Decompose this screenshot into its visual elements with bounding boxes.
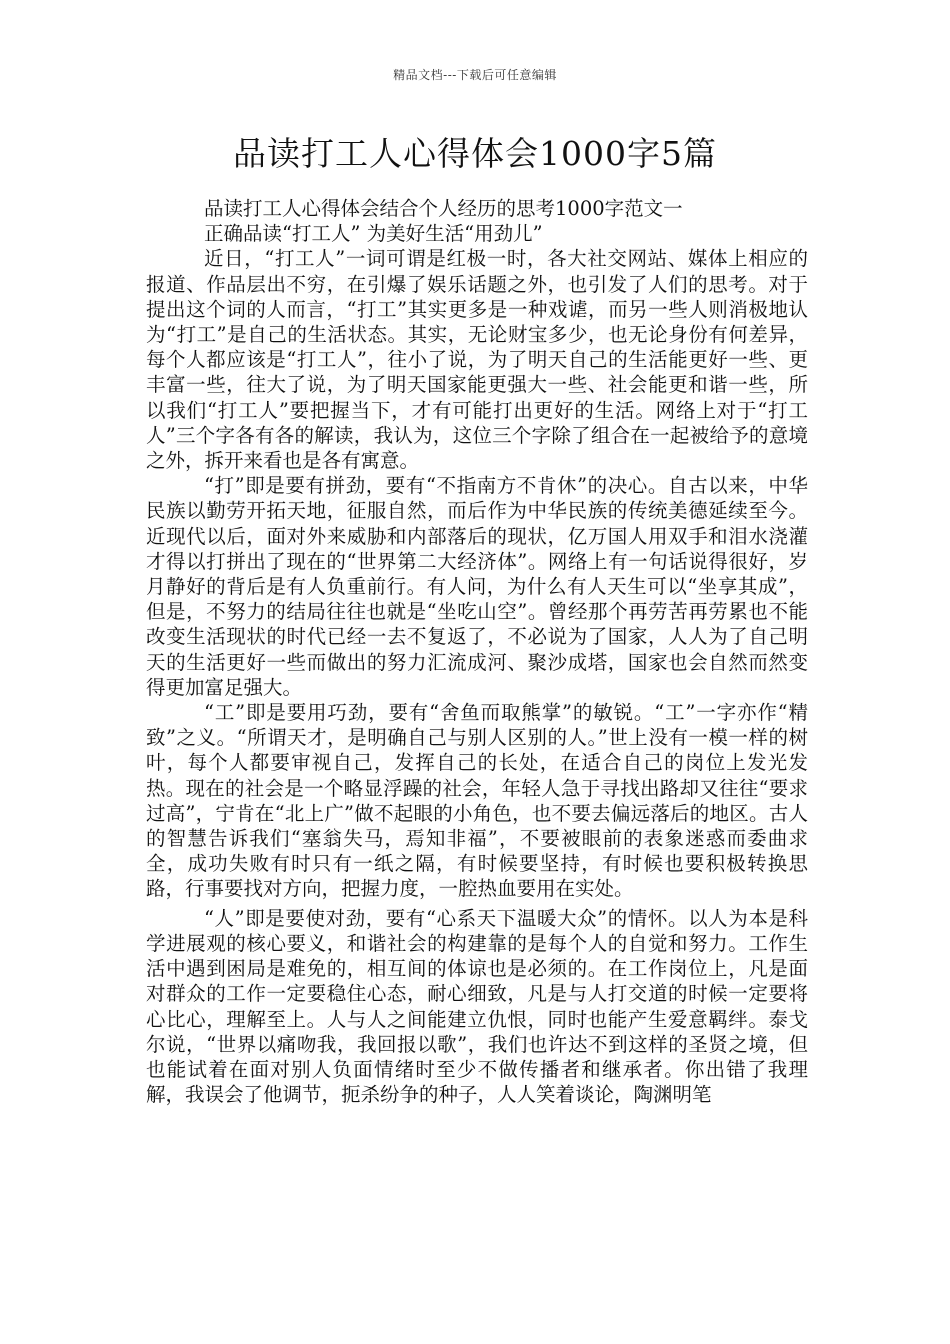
document-title: 品读打工人心得体会1000字5篇 bbox=[233, 134, 717, 173]
header-note: 精品文档---下载后可任意编辑 bbox=[393, 68, 557, 82]
paragraph: “工”即是要用巧劲，要有“舍鱼而取熊掌”的敏锐。“工”一字亦作“精致”之义。“所谓天才，是明确自己与别人区别的人。”世上没有一模一样的树叶，每个人都要审视自己，发挥自己的长处，在适合自己的岗位上发光发热。现在的社会是一个略显浮躁的社会，年轻人急于寻找出路却又往往“要求过高”，宁肯在“北上广”做不起眼的小角色，也不要去偏远落后的地区。古人的智慧告诉我们“塞翁失马，焉知非福”，不要被眼前的表象迷惑而委曲求全，成功失败有时只有一纸之隔，有时候要坚持，有时候也要积极转换思路，行事要找对方向，把握力度，一腔热血要用在实处。 bbox=[146, 701, 808, 901]
subheading: 正确品读“打工人” 为美好生活“用劲儿” bbox=[204, 222, 543, 246]
document-body bbox=[146, 196, 808, 1107]
subheading: 品读打工人心得体会结合个人经历的思考1000字范文一 bbox=[204, 197, 683, 220]
paragraph: “人”即是要使对劲，要有“心系天下温暖大众”的情怀。以人为本是科学进展观的核心要义，和谐社会的构建靠的是每个人的自觉和努力。工作生活中遇到困局是难免的，相互间的体谅也是必须的。在工作岗位上，凡是面对群众的工作一定要稳住心态，耐心细致，凡是与人打交道的时候一定要将心比心，理解至上。人与人之间能建立仇恨，同时也能产生爱意羁绊。泰戈尔说，“世界以痛吻我，我回报以歌”，我们也许达不到这样的圣贤之境，但也能试着在面对别人负面情绪时至少不做传播者和继承者。你出错了我理解，我误会了他调节，扼杀纷争的种子，人人笑着谈论，陶渊明笔 bbox=[146, 906, 808, 1107]
paragraph: 近日，“打工人”一词可谓是红极一时，各大社交网站、媒体上相应的报道、作品层出不穷，在引爆了娱乐话题之外，也引发了人们的思考。对于提出这个词的人而言，“打工”其实更多是一种戏谑，而另一些人则消极地认为“打工”是自己的生活状态。其实，无论财宝多少，也无论身份有何差异，每个人都应该是“打工人”，往小了说，为了明天自己的生活能更好一些、更丰富一些，往大了说，为了明天国家能更强大一些、社会能更和谐一些，所以我们“打工人”要把握当下，才有可能打出更好的生活。网络上对于“打工人”三个字各有各的解读，我认为，这位三个字除了组合在一起被给予的意境之外，拆开来看也是各有寓意。 bbox=[146, 247, 808, 473]
paragraph: “打”即是要有拼劲，要有“不指南方不肯休”的决心。自古以来，中华民族以勤劳开拓天地，征服自然，而后作为中华民族的传统美德延续至今。近现代以后，面对外来威胁和内部落后的现状，亿万国人用双手和泪水浇灌才得以打拼出了现在的“世界第二大经济体”。网络上有一句话说得很好，岁月静好的背后是有人负重前行。有人问，为什么有人天生可以“坐享其成”，但是，不努力的结局往往也就是“坐吃山空”。曾经那个再劳苦再劳累也不能改变生活现状的时代已经一去不复返了，不必说为了国家，人人为了自己明天的生活更好一些而做出的努力汇流成河、聚沙成塔，国家也会自然而然变得更加富足强大。 bbox=[146, 474, 808, 699]
